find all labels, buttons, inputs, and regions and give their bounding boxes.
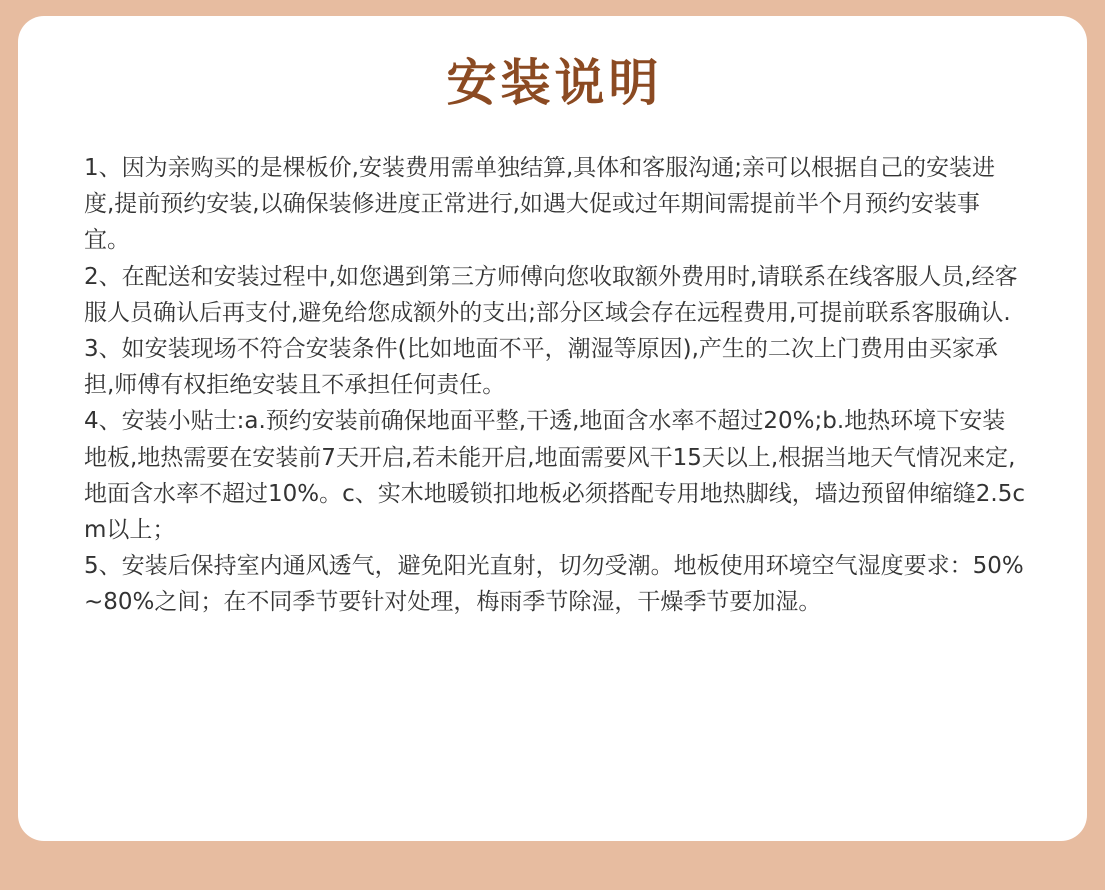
instruction-item-3: 3、如安装现场不符合安装条件(比如地面不平，潮湿等原因),产生的二次上门费用由买家承担,师傅有权拒绝安装且不承担任何责任。: [84, 336, 998, 399]
instruction-item-4: 4、安装小贴士:a.预约安装前确保地面平整,干透,地面含水率不超过20%;b.地热环境下安装地板,地热需要在安装前7天开启,若未能开启,地面需要风干15天以上,根据当地天气情况来定,地面含水率不超过10%。c、实木地暖锁扣地板必须搭配专用地热脚线，墙边预留伸缩缝2.5cm以上；: [84, 408, 1025, 544]
instruction-list: [84, 112, 1025, 621]
instruction-item-5: 5、安装后保持室内通风透气，避免阳光直射，切勿受潮。地板使用环境空气湿度要求：50%~80%之间；在不同季节要针对处理，梅雨季节除湿，干燥季节要加湿。: [84, 553, 1024, 616]
page-title: 安装说明: [446, 54, 663, 112]
instruction-card: [18, 16, 1087, 841]
instruction-item-2: 2、在配送和安装过程中,如您遇到第三方师傅向您收取额外费用时,请联系在线客服人员,经客服人员确认后再支付,避免给您成额外的支出;部分区域会存在远程费用,可提前联系客服确认.: [84, 263, 1018, 326]
instruction-item-1: 1、因为亲购买的是棵板价,安装费用需单独结算,具体和客服沟通;亲可以根据自己的安装进度,提前预约安装,以确保装修进度正常进行,如遇大促或过年期间需提前半个月预约安装事宜。: [84, 155, 996, 254]
